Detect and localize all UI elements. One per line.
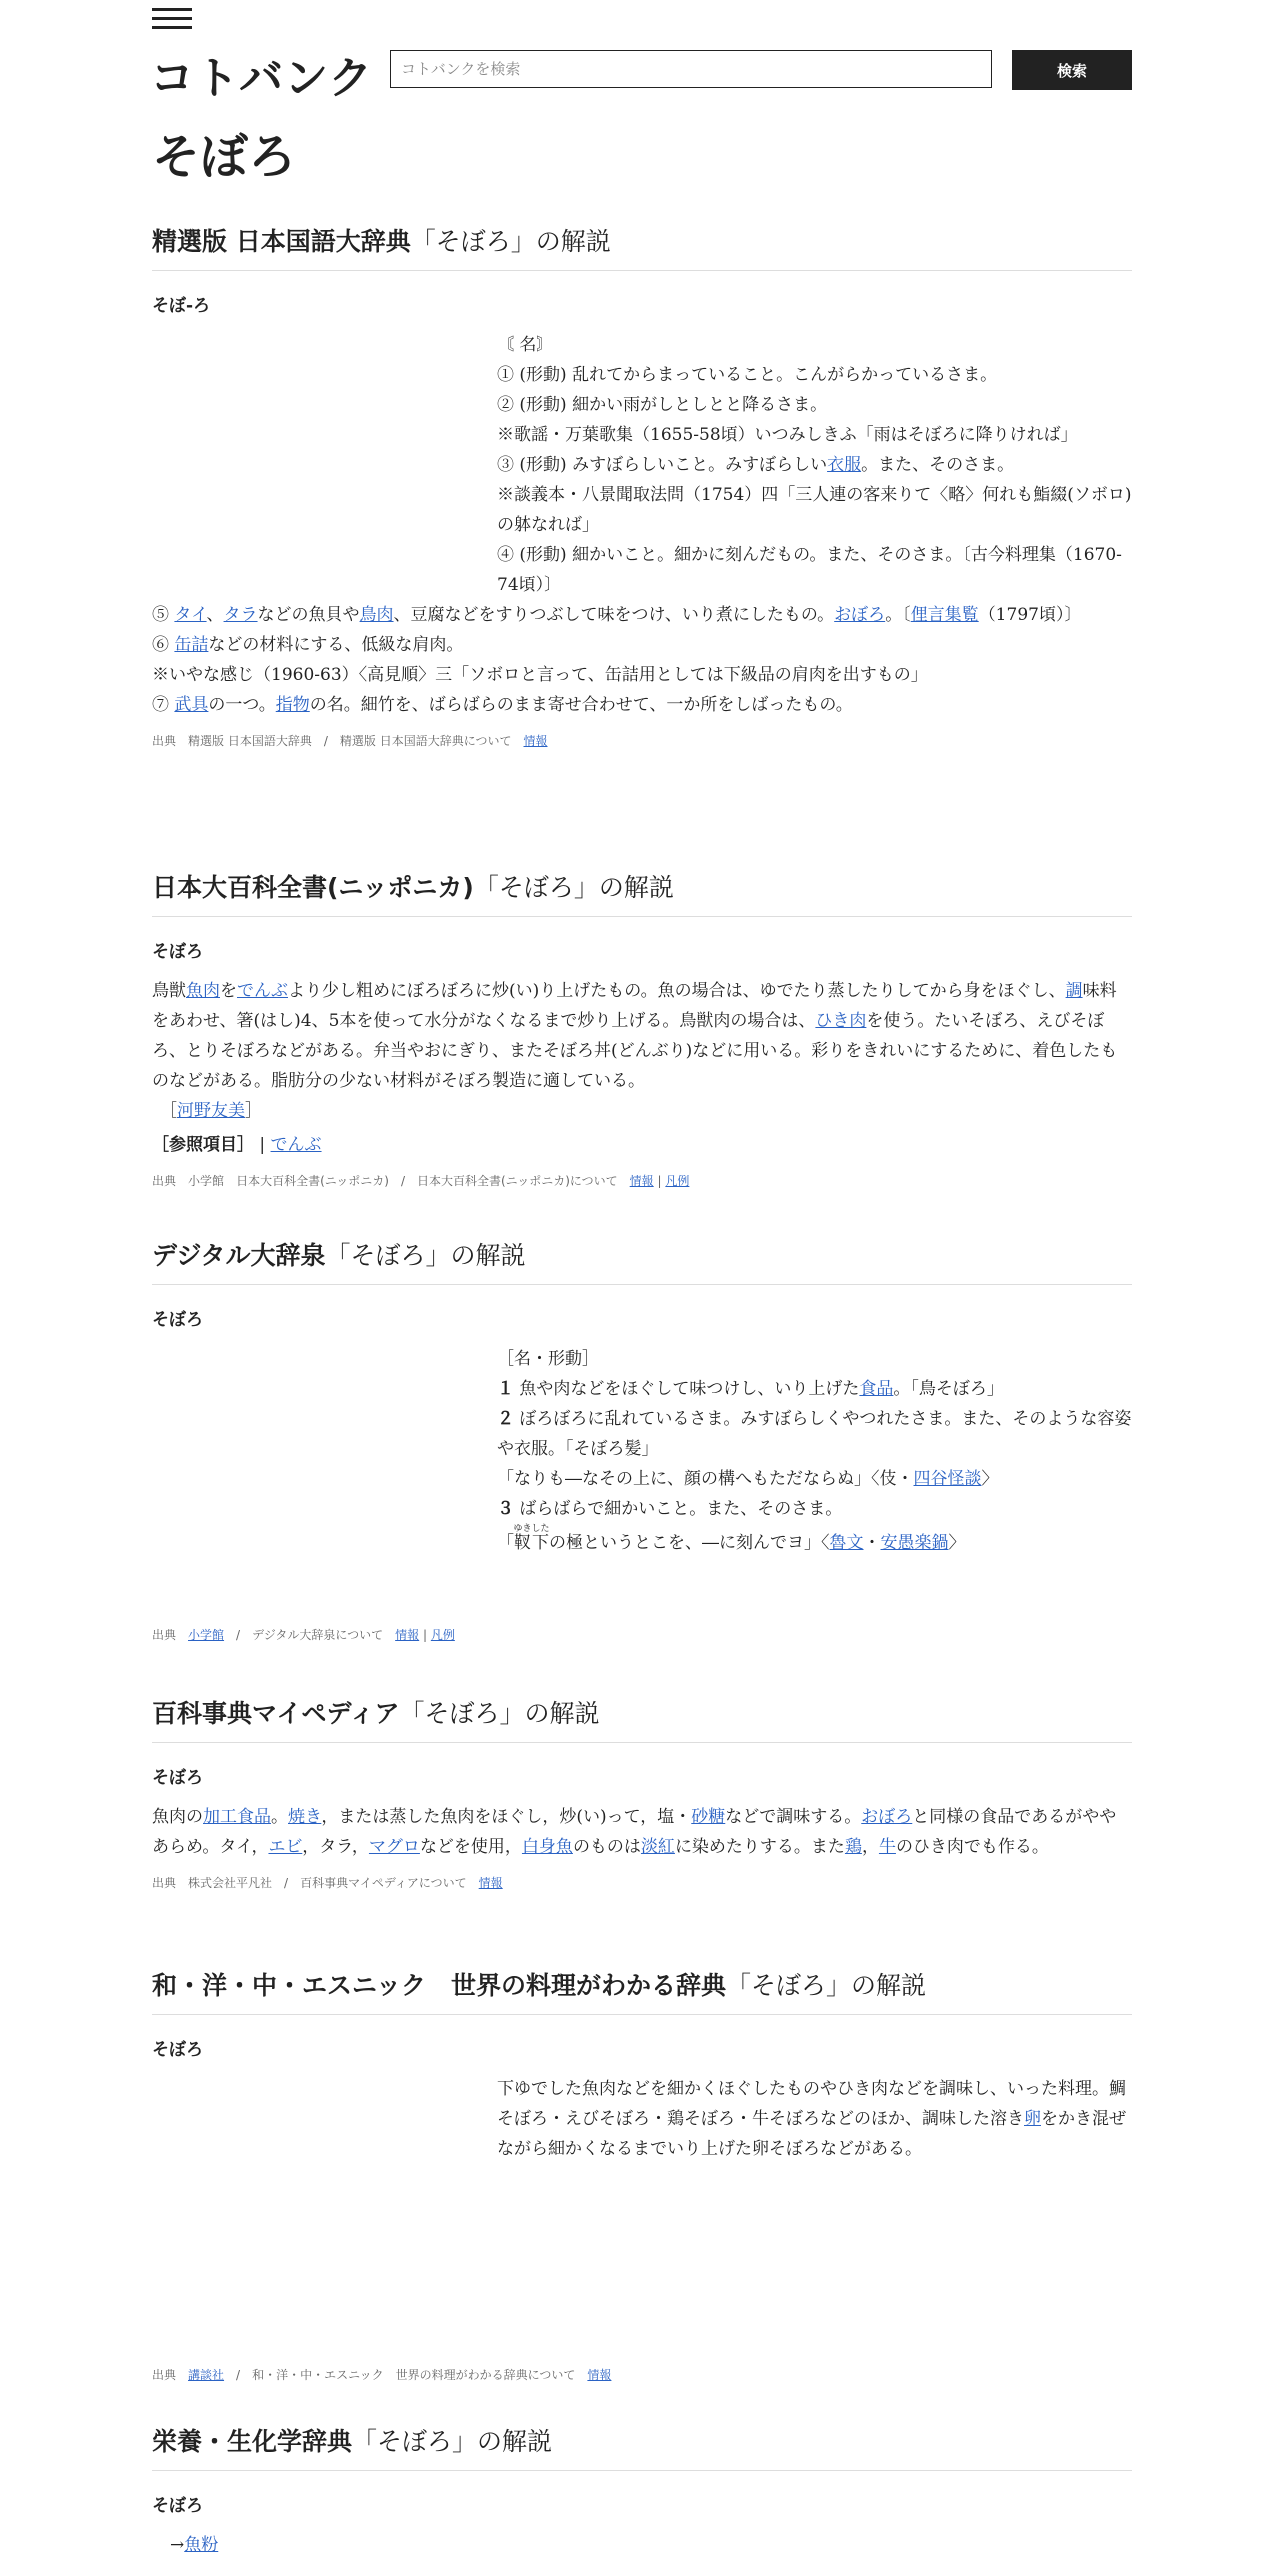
link-maguro[interactable]: マグロ [368, 1837, 420, 1857]
link-tori[interactable]: 鶏 [844, 1837, 862, 1857]
link-tamago[interactable]: 卵 [1024, 2109, 1041, 2129]
link-ebi[interactable]: エビ [268, 1837, 303, 1857]
entry-mypedia [152, 1694, 1132, 1891]
link-gyofun[interactable]: 魚粉 [184, 2535, 219, 2555]
link-gyoniku[interactable]: 魚肉 [186, 981, 220, 1001]
link-oboro[interactable]: おぼろ [834, 605, 886, 625]
sense-1: １ 魚や肉などをほぐして味つけし、いり上げた食品。「鳥そぼろ」 [497, 1379, 1004, 1399]
heading-suffix: 「そぼろ」の解説 [399, 1699, 600, 1728]
heading-suffix: 「そぼろ」の解説 [473, 873, 674, 902]
sense-4: ④ (形動) 細かいこと。細かに刻んだもの。また、そのさま。〔古今料理集（1670‐74頃）〕 [497, 545, 1122, 595]
section-heading [152, 2422, 1132, 2471]
dictionary-name: 栄養・生化学辞典 [152, 2427, 353, 2456]
link-ifuku[interactable]: 衣服 [827, 455, 862, 475]
section-heading [152, 222, 1132, 271]
link-rigenshuran[interactable]: 俚言集覧 [910, 605, 979, 625]
headword: そぼろ [152, 2496, 203, 2516]
publisher-link[interactable]: 小学館 [188, 1628, 225, 1642]
link-toriniku[interactable]: 鳥肉 [359, 605, 394, 625]
link-gyu[interactable]: 牛 [878, 1837, 896, 1857]
link-tanko[interactable]: 淡紅 [640, 1837, 675, 1857]
info-link[interactable]: 情報 [523, 734, 548, 748]
menu-icon[interactable] [152, 8, 192, 32]
search-button[interactable]: 検索 [1012, 50, 1132, 90]
link-shiromizakana[interactable]: 白身魚 [521, 1837, 573, 1857]
dictionary-name: デジタル大辞泉 [152, 1241, 326, 1270]
link-sashimono[interactable]: 指物 [275, 695, 310, 715]
guide-link[interactable]: 凡例 [430, 1628, 455, 1642]
link-hikiniku[interactable]: ひき肉 [815, 1011, 867, 1031]
link-denbu-ref[interactable]: でんぶ [270, 1135, 322, 1155]
headword: そぼろ [152, 942, 203, 962]
headword: そぼろ [152, 1310, 203, 1330]
sense-5: ⑤ タイ、タラなどの魚貝や鳥肉、豆腐などをすりつぶして味をつけ、いり煮にしたもの。おぼろ。〔俚言集覧（1797頃）〕 [152, 605, 1082, 625]
source-line: 出典 精選版 日本国語大辞典 / 精選版 日本国語大辞典について 情報 [152, 734, 548, 748]
citation: ※いやな感じ（1960‐63）〈高見順〉三「ソボロと言って、缶詰用としては下級品の肩肉を出すもの」 [152, 665, 928, 685]
headword: そぼ‐ろ [152, 296, 211, 316]
link-kakoshokuhin[interactable]: 加工食品 [203, 1807, 271, 1827]
source-line: 出典 講談社 / 和・洋・中・エスニック 世界の料理がわかる辞典について 情報 [152, 2368, 612, 2382]
link-tai[interactable]: タイ [174, 605, 207, 625]
entry-sekai-ryori [152, 1966, 1132, 2383]
pos-label: ［名・形動］ [497, 1349, 599, 1369]
headword: そぼろ [152, 1768, 203, 1788]
source-line: 出典 小学館 / デジタル大辞泉について 情報 | 凡例 [152, 1628, 455, 1642]
page-title: そぼろ [152, 129, 297, 185]
link-bugu[interactable]: 武具 [174, 695, 209, 715]
link-yaki[interactable]: 焼き [288, 1807, 322, 1827]
definition: 鳥獣魚肉をでんぶより少し粗めにぼろぼろに炒(い)り上げたもの。魚の場合は、ゆでたり蒸したりしてから身をほぐし、調味料をあわせ、箸(はし)4、5本を使って水分がなくなるまで炒り上げる。鳥獣肉の場合は、ひき肉を使う。たいそぼろ、えびそぼろ、とりそぼろなどがある。弁当やおにぎり、またそぼろ丼(どんぶり)などに用いる。彩りをきれいにするために、着色したものなどがある。脂肪分の少ない材料がそぼろ製造に適している。 ［河野友美］ [152, 976, 1132, 1126]
sense-6: ⑥ 缶詰などの材料にする、低級な肩肉。 [152, 635, 464, 655]
link-agura[interactable]: 安愚楽鍋 [880, 1533, 949, 1553]
source-line: 出典 小学館 日本大百科全書(ニッポニカ) / 日本大百科全書(ニッポニカ)について 情報 | 凡例 [152, 1174, 690, 1188]
link-sato[interactable]: 砂糖 [691, 1807, 726, 1827]
definition: 下ゆでした魚肉などを細かくほぐしたものやひき肉などを調味し、いった料理。鯛そぼろ・えびそぼろ・鶏そぼろ・牛そぼろなどのほか、調味した溶き卵をかき混ぜながら細かくなるまでいり上げた卵そぼろなどがある。 [497, 2079, 1126, 2159]
info-link[interactable]: 情報 [395, 1628, 420, 1642]
heading-suffix: 「そぼろ」の解説 [726, 1971, 927, 2000]
sense-3: ３ ばらばらで細かいこと。また、そのさま。 [497, 1499, 843, 1519]
citation: ※談義本・八景聞取法問（1754）四「三人連の客来りて〈略〉何れも鮨綴(ソボロ)の躰なれば」 [497, 485, 1132, 535]
citation: ※歌謡・万葉歌集（1655‐58頃）いつみしきふ「雨はそぼろに降りければ」 [497, 425, 1078, 445]
entry-eiyo [152, 2422, 1132, 2560]
guide-link[interactable]: 凡例 [665, 1174, 690, 1188]
entry-daijisen [152, 1236, 1132, 1643]
link-chomi[interactable]: 調 [1065, 981, 1083, 1001]
site-logo[interactable]: コトバンク [150, 53, 374, 104]
link-tara[interactable]: タラ [223, 605, 258, 625]
definition [497, 1344, 1132, 1614]
citation: 「なりも―なその上に、顔の構へもただならぬ」〈伎・四谷怪談〉 [497, 1469, 999, 1489]
section-heading [152, 1966, 1132, 2015]
sense-7: ⑦ 武具の一つ。指物の名。細竹を、ばらばらのまま寄せ合わせて、一か所をしばったもの。 [152, 695, 853, 715]
sense-2: ２ ぼろぼろに乱れているさま。みすぼらしくやつれたさま。また、そのような容姿や衣服。「そぼろ髪」 [497, 1409, 1132, 1459]
dictionary-name: 百科事典マイペディア [152, 1699, 400, 1728]
link-author[interactable]: 河野友美 [177, 1101, 245, 1121]
info-link[interactable]: 情報 [587, 2368, 612, 2382]
heading-suffix: 「そぼろ」の解説 [325, 1241, 526, 1270]
definition: →魚粉 [170, 2535, 219, 2555]
publisher-link[interactable]: 講談社 [188, 2368, 225, 2382]
sense-1: ① (形動) 乱れてからまっていること。こんがらかっているさま。 [497, 365, 998, 385]
pos-label: 〘 名〙 [497, 335, 554, 355]
definition: 魚肉の加工食品。焼き，または蒸した魚肉をほぐし，炒(い)って，塩・砂糖などで調味する。おぼろと同様の食品であるがややあらめ。タイ，エビ，タラ，マグロなどを使用，白身魚のものは淡紅に染めたりする。また鶏，牛のひき肉でも作る。 [152, 1807, 1117, 1857]
section-heading [152, 1236, 1132, 1285]
heading-suffix: 「そぼろ」の解説 [410, 227, 611, 256]
section-heading [152, 868, 1132, 917]
dictionary-name: 精選版 日本国語大辞典 [152, 227, 411, 256]
entry-seisenban [152, 222, 1132, 749]
see-also: ［参照項目］ | でんぶ [152, 1135, 322, 1155]
link-oboro[interactable]: おぼろ [861, 1807, 913, 1827]
citation: 「靫下ゆきしたの極というとこを、―に刻んでヨ」〈魯文・安愚楽鍋〉 [497, 1524, 966, 1553]
info-link[interactable]: 情報 [478, 1876, 503, 1890]
link-yotsuya[interactable]: 四谷怪談 [913, 1469, 982, 1489]
headword: そぼろ [152, 2040, 203, 2060]
info-link[interactable]: 情報 [629, 1174, 654, 1188]
link-denbu[interactable]: でんぶ [237, 981, 288, 1001]
sense-3: ③ (形動) みすぼらしいこと。みすぼらしい衣服。また、そのさま。 [497, 455, 1015, 475]
entry-nipponica [152, 868, 1132, 1189]
sense-2: ② (形動) 細かい雨がしとしとと降るさま。 [497, 395, 828, 415]
link-kanzume[interactable]: 缶詰 [174, 635, 209, 655]
search-input[interactable] [390, 50, 992, 88]
author: ［河野友美］ [160, 1101, 262, 1121]
dictionary-name: 和・洋・中・エスニック 世界の料理がわかる辞典 [152, 1971, 727, 2000]
definition [152, 330, 1132, 720]
link-shokuhin[interactable]: 食品 [859, 1379, 894, 1399]
section-heading [152, 1694, 1132, 1743]
source-line: 出典 株式会社平凡社 / 百科事典マイペディアについて 情報 [152, 1876, 503, 1890]
link-robun[interactable]: 魯文 [829, 1533, 864, 1553]
heading-suffix: 「そぼろ」の解説 [352, 2427, 553, 2456]
dictionary-name: 日本大百科全書(ニッポニカ) [152, 873, 474, 902]
